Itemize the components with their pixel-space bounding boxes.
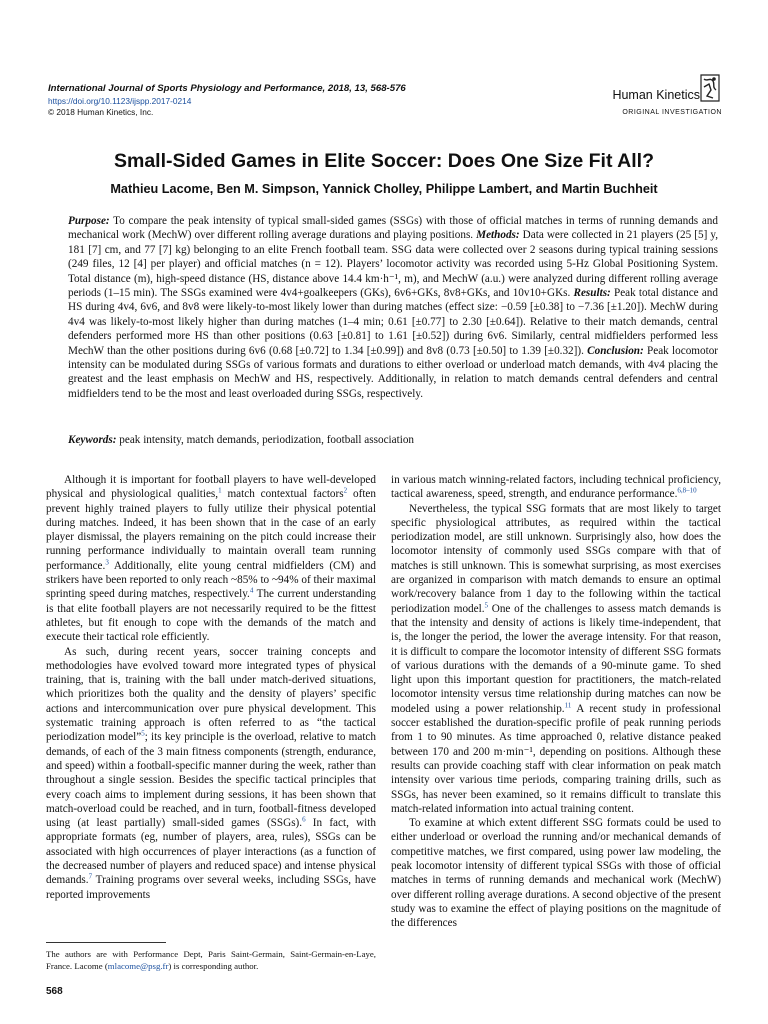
- citation-ref[interactable]: 3: [105, 558, 109, 567]
- footnote-text: The authors are with Performance Dept, Paris Saint-Germain, Saint-Germain-en-Laye, France. Lacome (: [46, 949, 376, 971]
- body-text: As such, during recent years, soccer training concepts and methodologies have evolved toward more integrated types of physical training, that is, training with the ball under match-derived situations, which prioritizes both the quality and the density of players’ specific actions and intercommunication over pure physical development. This systematic training approach is often referred to as “the tactical periodization model”: [46, 645, 376, 744]
- body-column-left: [46, 473, 376, 902]
- keywords-text: peak intensity, match demands, periodization, football association: [116, 434, 415, 446]
- citation-ref[interactable]: 11: [564, 701, 572, 710]
- doi-link[interactable]: https://doi.org/10.1123/ijspp.2017-0214: [48, 96, 192, 106]
- body-paragraph: [391, 473, 721, 502]
- section-label: ORIGINAL INVESTIGATION: [622, 109, 722, 116]
- abstract-results-label: Results:: [573, 287, 611, 300]
- footnote-text: ) is corresponding author.: [168, 961, 259, 971]
- citation-ref[interactable]: 6,8–10: [677, 486, 697, 495]
- corresponding-email-link[interactable]: mlacome@psg.fr: [107, 961, 169, 971]
- body-text: One of the challenges to assess match demands is that the intensity and density of actions is likely time-independent, that is, the longer the period, the lower the average intensity. For that reason, it is difficult to compare the locomotor intensity of different SSG formats of various durations with the demands of a 90-minute game. To shed light upon this important question for practitioners, the match-related locomotor intensity versus time relationship during matches can now be modeled using a power relationship.: [391, 602, 721, 715]
- keywords-label: Keywords:: [68, 434, 117, 446]
- body-text: match contextual factors: [221, 488, 344, 501]
- abstract-purpose: To compare the peak intensity of typical small-sided games (SSGs) with those of official matches in terms of running demands and mechanical work (MechW) over different rolling average durations and playing positions.: [68, 215, 718, 242]
- citation-ref[interactable]: 1: [218, 486, 222, 495]
- citation-ref[interactable]: 5: [484, 600, 489, 609]
- footnote-divider: [46, 942, 166, 943]
- body-text: Additionally, elite young central midfielders (CM) and strikers have been reported to only reach ~85% to ~94% of their maximal sprinting speed during matches, respectively.: [46, 559, 376, 601]
- page-number: 568: [46, 986, 63, 997]
- body-text: in various match winning-related factors, including technical proficiency, tactical awareness, speed, strength, and endurance performance.: [391, 474, 721, 501]
- body-paragraph: [391, 502, 721, 817]
- abstract-conclusion: Peak locomotor intensity can be modulated during SSGs of various formats and durations to either overload or underload match demands, with 4v4 placing the greatest and the least emphasis on MechW and HS, respectively. Additionally, in relation to match demands central defenders and central midfielders tend to be the most and least overloaded during SSGs, respectively.: [68, 344, 719, 400]
- abstract-conclusion-label: Conclusion:: [587, 344, 644, 357]
- human-kinetics-logo-icon: [698, 73, 722, 105]
- abstract-results: Peak total distance and HS during 4v4, 6v6, and 8v8 were likely-to-most likely lower than during matches (effect size: −0.59 [±0.38] to −7.36 [±1.20]). MechW during 4v4 was likely-to-most likely higher than during matches (1–4 min; 0.61 [±0.77] to 2.30 [±0.64]). Relative to their match demands, central defenders performed more HS than other positions (0.63 [±0.81] to 1.61 [±0.52]) during 6v6. Similarly, central midfielders performed less MechW than the other positions during 6v6 (0.68 [±0.72] to 1.34 [±0.99]) and 8v8 (0.73 [±0.50] to 1.39 [±0.32]).: [68, 287, 718, 357]
- body-column-right: [391, 473, 721, 931]
- body-text: Nevertheless, the typical SSG formats that are most likely to target specific physiological attributes, as required within the tactical periodization model, are still unknown. Surprisingly also, how does the locomotor intensity of commonly used SSGs compare with that of matches is still unknown. This is somewhat surprising, as most exercises are organized in comparison with match demands to ensure an optimal work/recovery balance from 1 day to the following within the tactical periodization model.: [391, 502, 721, 615]
- abstract-methods-label: Methods:: [476, 229, 520, 242]
- body-text: Although it is important for football players to have well-developed physical and physiological qualities,: [46, 474, 376, 501]
- abstract-methods: Data were collected in 21 players (25 [5] y, 181 [7] cm, and 77 [7] kg) belonging to an elite French football team. SSG data were collected over 2 seasons during typical training sessions (249 files, 12 [4] per player) and official matches (n = 12). Players’ locomotor activity was recorded using 5-Hz Global Positioning System. Total distance (m), high-speed distance (HS, distance above 14.4 km·h⁻¹, m), and MechW (a.u.) were analyzed during different rolling average periods (1–15 min). The SSGs examined were 4v4+goalkeepers (GKs), 6v6+GKs, 8v8+GKs, and 10v10+GKs.: [68, 229, 718, 300]
- author-list: Mathieu Lacome, Ben M. Simpson, Yannick Cholley, Philippe Lambert, and Martin Buchheit: [110, 182, 658, 196]
- body-text: The current understanding is that elite football players are not necessarily required to be the fittest athletes, but fit enough to cope with the demands of the match and execute their tactical role efficiently.: [46, 588, 376, 644]
- citation-ref[interactable]: 7: [88, 872, 93, 881]
- body-paragraph: [46, 645, 376, 902]
- keywords: [68, 434, 718, 446]
- body-text: A recent study in professional soccer established the duration-specific profile of peak running periods from 1 to 90 minutes. As time approached 0, relative distance peaked between 170 and 200 m·min⁻¹, depending on positions. Although these results can provide coaching staff with clear information on peak match intensity over various time periods, comparing training drills, such as SSGs, has never been examined, so it remains difficult to translate this match-related information into actual training content.: [391, 702, 721, 815]
- paper-title: Small-Sided Games in Elite Soccer: Does One Size Fit All?: [113, 150, 654, 172]
- citation-ref[interactable]: 5: [141, 729, 145, 738]
- journal-citation: International Journal of Sports Physiology and Performance, 2018, 13, 568-576: [48, 83, 406, 94]
- copyright-notice: © 2018 Human Kinetics, Inc.: [48, 107, 154, 117]
- body-paragraph: To examine at which extent different SSG formats could be used to either underload or overload the running and/or mechanical demands of competitive matches, we first compared, using power law modeling, the peak locomotor intensity of different typical SSGs with those of official matches in terms of running demands and mechanical work (MechW) over different rolling average durations. A second objective of the present study was to examine the effect of playing positions on the magnitude of the differences: [391, 817, 721, 930]
- abstract-purpose-label: Purpose:: [68, 215, 110, 227]
- body-text: often prevent highly trained players to fully utilize their physical potential during matches. Indeed, it has been shown that in the case of an early player dismissal, the players remaining on the pitch could increase their running performance individually to maintain overall team running performance.: [46, 488, 376, 572]
- author-affiliation-footnote: [46, 948, 376, 972]
- citation-ref[interactable]: 6: [302, 815, 306, 824]
- citation-ref[interactable]: 2: [343, 486, 348, 495]
- body-paragraph: [46, 473, 376, 645]
- publisher-name: Human Kinetics: [612, 88, 700, 102]
- body-text: ; its key principle is the overload, relative to match demands, of each of the 3 main fitness components (strength, endurance, and speed) within a football-specific manner during the week, rather than throughout a single session. Besides the specific tactical principles that every coach aims to implement during sessions, it has been shown that match-overload could be reached, and in turn, football-fitness developed using (at least partially) small-sided games (SSGs).: [46, 731, 376, 830]
- body-text: Training programs over several weeks, including SSGs, have reported improvements: [46, 874, 376, 901]
- citation-ref[interactable]: 4: [249, 586, 254, 595]
- body-text: In fact, with appropriate formats (eg, number of players, area, rules), SSGs can be associated with high occurrences of player interactions (as a function of the decreased number of players and reduced space) and intense physical demands.: [46, 817, 376, 887]
- abstract: [68, 214, 718, 401]
